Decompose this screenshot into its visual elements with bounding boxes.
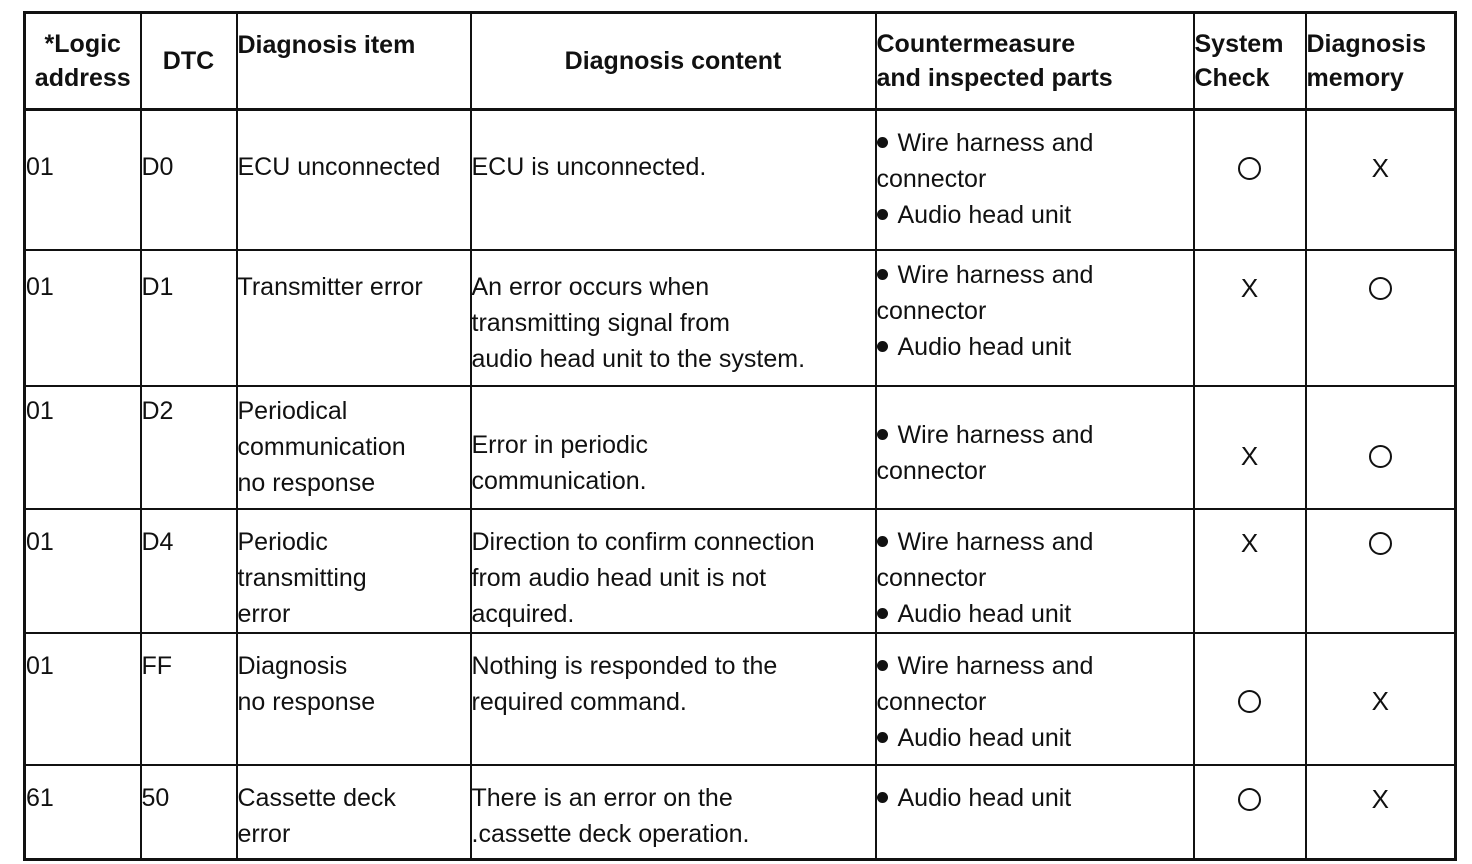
cell-diagnosis-content (471, 509, 876, 633)
cell-dtc (141, 765, 237, 860)
cell-diagnosis-content (471, 250, 876, 386)
cell-content (877, 510, 1193, 632)
cell-logic-address (25, 110, 141, 251)
cell-content (142, 387, 236, 429)
diagnosis-item-line: transmitting (237, 564, 367, 592)
cell-diagnosis-item (237, 765, 471, 860)
cell-content (1307, 766, 1455, 816)
cell-dtc (141, 110, 237, 251)
cell-system-check (1194, 110, 1306, 251)
dtc-code: 50 (141, 784, 170, 812)
cell-content (238, 634, 470, 720)
cell-content (877, 634, 1193, 756)
cell-diagnosis-item (237, 509, 471, 633)
x-mark: X (1240, 441, 1259, 472)
cell-diagnosis-content (471, 110, 876, 251)
header-logic-line-2: address (34, 64, 131, 92)
table-header-row (25, 13, 1456, 110)
header-diagnosis-item: Diagnosis item (237, 13, 471, 110)
cell-content (877, 251, 1193, 365)
diagnosis-content-line: Nothing is responded to the (471, 652, 778, 680)
dtc-code: FF (141, 652, 173, 680)
cell-content (142, 251, 236, 305)
countermeasure-line: connector (876, 564, 987, 592)
cell-content (142, 111, 236, 185)
diagnosis-content-line: There is an error on the (471, 784, 733, 812)
header-system-line-2: Check (1194, 64, 1270, 92)
table-row (25, 509, 1456, 633)
cell-diagnosis-content (471, 386, 876, 509)
diagnosis-content-line: acquired. (471, 600, 575, 628)
mark-holder (1307, 682, 1455, 718)
diagnosis-item-line: error (237, 600, 291, 628)
diagnosis-content-line: Error in periodic (471, 431, 648, 459)
cell-diagnosis-memory (1306, 765, 1456, 860)
cell-content (1195, 634, 1305, 718)
cell-content (472, 634, 875, 720)
cell-content (472, 510, 875, 632)
header-diagnosis-memory (1306, 13, 1456, 110)
diagnosis-item-line: communication (237, 433, 406, 461)
countermeasure-bullet-item: Audio head unit (877, 197, 1193, 233)
cell-countermeasure (876, 509, 1194, 633)
cell-diagnosis-item (237, 386, 471, 509)
countermeasure-bullet-item: Audio head unit (877, 720, 1193, 756)
cell-diagnosis-content (471, 765, 876, 860)
countermeasure-bullet-item: Wire harness and (877, 417, 1193, 453)
cell-content (1195, 510, 1305, 560)
countermeasure-bullet-item: Wire harness and (877, 257, 1193, 293)
header-logic-address (25, 13, 141, 110)
cell-countermeasure (876, 633, 1194, 765)
cell-content (472, 387, 875, 499)
x-mark: X (1240, 528, 1259, 559)
x-mark: X (1371, 686, 1389, 717)
cell-content (1195, 111, 1305, 185)
cell-content (26, 251, 140, 305)
cell-logic-address (25, 509, 141, 633)
cell-diagnosis-memory (1306, 386, 1456, 509)
mark-holder (1195, 682, 1305, 718)
diagnosis-content-line: .cassette deck operation. (471, 820, 750, 848)
mark-holder (1307, 437, 1455, 473)
cell-system-check (1194, 250, 1306, 386)
header-counter-line-1: Countermeasure (876, 30, 1076, 58)
cell-dtc (141, 509, 237, 633)
mark-holder (1307, 780, 1455, 816)
table-row (25, 386, 1456, 509)
cell-content (26, 510, 140, 560)
logic-address-value: 01 (26, 273, 54, 301)
diagnosis-content-line: ECU is unconnected. (471, 153, 707, 181)
cell-content (26, 111, 140, 185)
cell-content (238, 251, 470, 305)
x-mark: X (1371, 784, 1389, 815)
cell-countermeasure (876, 250, 1194, 386)
header-dtc: DTC (141, 13, 237, 110)
countermeasure-line: connector (876, 297, 987, 325)
header-memory-line-1: Diagnosis (1306, 30, 1426, 58)
diagnosis-content-line: An error occurs when (471, 273, 710, 301)
countermeasure-bullet-item: Audio head unit (877, 329, 1193, 365)
cell-content (1195, 766, 1305, 816)
diagnosis-item-line: no response (237, 469, 376, 497)
header-diagnosis-content: Diagnosis content (471, 13, 876, 110)
diagnosis-item-line: ECU unconnected (237, 153, 441, 181)
circle-mark-icon (1369, 445, 1392, 468)
cell-content (142, 510, 236, 560)
mark-holder (1195, 149, 1305, 185)
cell-diagnosis-memory (1306, 633, 1456, 765)
x-mark: X (1371, 153, 1389, 184)
cell-content (472, 111, 875, 185)
countermeasure-bullet-item: Wire harness and (877, 125, 1193, 161)
cell-content (26, 766, 140, 816)
logic-address-value: 01 (26, 153, 54, 181)
cell-content (238, 510, 470, 632)
countermeasure-line: connector (876, 457, 987, 485)
diagnosis-content-line: from audio head unit is not (471, 564, 767, 592)
countermeasure-bullet-item: Audio head unit (877, 780, 1193, 816)
mark-holder (1307, 524, 1455, 560)
countermeasure-bullet-item: Wire harness and (877, 648, 1193, 684)
header-system-check (1194, 13, 1306, 110)
cell-system-check (1194, 509, 1306, 633)
mark-holder (1195, 437, 1305, 473)
logic-address-value: 01 (26, 528, 54, 556)
x-mark: X (1240, 273, 1259, 304)
cell-countermeasure (876, 765, 1194, 860)
diagnosis-item-line: Periodical (237, 397, 348, 425)
countermeasure-line: connector (876, 688, 987, 716)
header-memory-line-2: memory (1306, 64, 1404, 92)
header-logic-line-1: *Logic (44, 30, 121, 58)
circle-mark-icon (1238, 788, 1261, 811)
diagnosis-content-line: required command. (471, 688, 687, 716)
cell-system-check (1194, 765, 1306, 860)
diagnosis-item-line: Cassette deck (237, 784, 396, 812)
diagnosis-item-line: Transmitter error (237, 273, 423, 301)
table-row (25, 250, 1456, 386)
logic-address-value: 01 (26, 652, 54, 680)
cell-content (1307, 634, 1455, 718)
diagnosis-content-line: Direction to confirm connection (471, 528, 815, 556)
cell-diagnosis-memory (1306, 250, 1456, 386)
cell-logic-address (25, 386, 141, 509)
mark-holder (1195, 524, 1305, 560)
mark-holder (1195, 269, 1305, 305)
table-row (25, 765, 1456, 860)
cell-logic-address (25, 633, 141, 765)
cell-logic-address (25, 250, 141, 386)
cell-dtc (141, 386, 237, 509)
dtc-code: D2 (141, 397, 174, 425)
cell-system-check (1194, 633, 1306, 765)
cell-content (472, 766, 875, 852)
cell-content (1307, 387, 1455, 473)
diagnosis-item-line: error (237, 820, 291, 848)
cell-content (142, 766, 236, 816)
cell-content (238, 766, 470, 852)
cell-dtc (141, 633, 237, 765)
cell-content (1307, 251, 1455, 305)
cell-content (1307, 111, 1455, 185)
cell-countermeasure (876, 110, 1194, 251)
cell-content (877, 766, 1193, 816)
circle-mark-icon (1238, 690, 1261, 713)
cell-diagnosis-memory (1306, 509, 1456, 633)
table-row (25, 633, 1456, 765)
cell-dtc (141, 250, 237, 386)
logic-address-value: 01 (26, 397, 54, 425)
cell-content (1195, 251, 1305, 305)
cell-diagnosis-item (237, 110, 471, 251)
cell-logic-address (25, 765, 141, 860)
table-row (25, 110, 1456, 251)
cell-diagnosis-item (237, 633, 471, 765)
diagnosis-item-line: Diagnosis (237, 652, 348, 680)
diagnosis-content-line: transmitting signal from (471, 309, 730, 337)
cell-content (142, 634, 236, 684)
cell-content (1307, 510, 1455, 560)
diagnosis-item-line: Periodic (237, 528, 328, 556)
diagnosis-content-line: audio head unit to the system. (471, 345, 806, 373)
table-body (25, 110, 1456, 860)
mark-holder (1307, 269, 1455, 305)
cell-content (26, 634, 140, 684)
cell-content (877, 111, 1193, 233)
mark-holder (1307, 149, 1455, 185)
header-counter-line-2: and inspected parts (876, 64, 1113, 92)
cell-content (238, 387, 470, 501)
cell-content (472, 251, 875, 377)
diagnosis-table (23, 11, 1457, 861)
mark-holder (1195, 780, 1305, 816)
header-countermeasure (876, 13, 1194, 110)
cell-diagnosis-content (471, 633, 876, 765)
dtc-code: D0 (141, 153, 174, 181)
countermeasure-bullet-item: Audio head unit (877, 596, 1193, 632)
diagnosis-item-line: no response (237, 688, 376, 716)
circle-mark-icon (1369, 532, 1392, 555)
cell-content (26, 387, 140, 429)
cell-content (238, 111, 470, 185)
logic-address-value: 61 (26, 784, 54, 812)
diagnosis-content-line: communication. (471, 467, 647, 495)
countermeasure-line: connector (876, 165, 987, 193)
dtc-code: D4 (141, 528, 174, 556)
cell-content (1195, 387, 1305, 473)
cell-diagnosis-memory (1306, 110, 1456, 251)
cell-system-check (1194, 386, 1306, 509)
cell-diagnosis-item (237, 250, 471, 386)
cell-countermeasure (876, 386, 1194, 509)
header-system-line-1: System (1194, 30, 1284, 58)
circle-mark-icon (1238, 157, 1261, 180)
countermeasure-bullet-item: Wire harness and (877, 524, 1193, 560)
cell-content (877, 387, 1193, 489)
dtc-code: D1 (141, 273, 174, 301)
circle-mark-icon (1369, 277, 1392, 300)
